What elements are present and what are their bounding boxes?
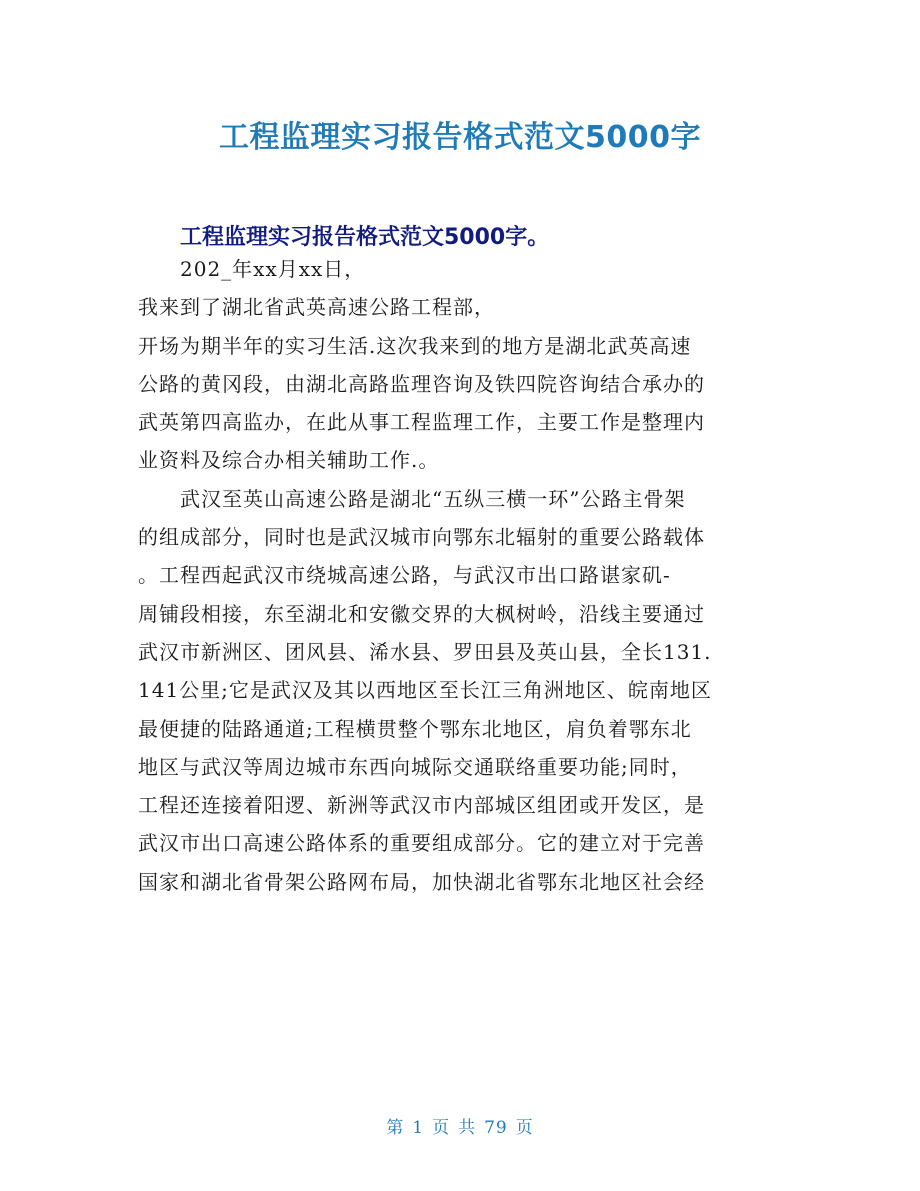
document-body bbox=[138, 250, 788, 901]
body-line: 周铺段相接，东至湖北和安徽交界的大枫树岭，沿线主要通过 bbox=[138, 601, 705, 626]
current-page-number: 1 bbox=[412, 1118, 425, 1138]
body-line: 开场为期半年的实习生活.这次我来到的地方是湖北武英高速 bbox=[138, 333, 692, 358]
body-line: 武汉至英山高速公路是湖北“五纵三横一环”公路主骨架 bbox=[180, 486, 686, 511]
body-line: 工程还连接着阳逻、新洲等武汉市内部城区组团或开发区，是 bbox=[138, 793, 705, 818]
body-line: 业资料及综合办相关辅助工作.。 bbox=[138, 448, 440, 473]
body-line: 国家和湖北省骨架公路网布局，加快湖北省鄂东北地区社会经 bbox=[138, 869, 705, 894]
body-line: 武汉市出口高速公路体系的重要组成部分。它的建立对于完善 bbox=[138, 831, 705, 856]
body-line: 的组成部分，同时也是武汉城市向鄂东北辐射的重要公路载体 bbox=[138, 525, 705, 550]
total-pages-number: 79 bbox=[484, 1118, 508, 1138]
footer-total-word: 共 bbox=[458, 1118, 477, 1138]
footer-prefix: 第 bbox=[386, 1118, 405, 1138]
body-line: 公路的黄冈段，由湖北高路监理咨询及铁四院咨询结合承办的 bbox=[138, 371, 705, 396]
page-footer bbox=[0, 1113, 920, 1138]
body-line: 武英第四高监办，在此从事工程监理工作，主要工作是整理内 bbox=[138, 410, 705, 435]
footer-suffix: 页 bbox=[515, 1118, 534, 1138]
body-line: 地区与武汉等周边城市东西向城际交通联络重要功能;同时， bbox=[138, 754, 692, 779]
body-line: 最便捷的陆路通道;工程横贯整个鄂东北地区，肩负着鄂东北 bbox=[138, 716, 692, 741]
body-line: 我来到了湖北省武英高速公路工程部， bbox=[138, 295, 495, 320]
document-title: 工程监理实习报告格式范文5000字 bbox=[219, 120, 701, 155]
body-line: 武汉市新洲区、团风县、浠水县、罗田县及英山县，全长131. bbox=[138, 639, 712, 664]
body-line: 。工程西起武汉市绕城高速公路，与武汉市出口路谌家矶- bbox=[138, 563, 671, 588]
body-line: 141公里;它是武汉及其以西地区至长江三角洲地区、皖南地区 bbox=[138, 678, 712, 703]
body-line: 202_年xx月xx日， bbox=[180, 257, 366, 281]
footer-page-word: 页 bbox=[432, 1118, 451, 1138]
section-heading: 工程监理实习报告格式范文5000字。 bbox=[180, 225, 550, 250]
